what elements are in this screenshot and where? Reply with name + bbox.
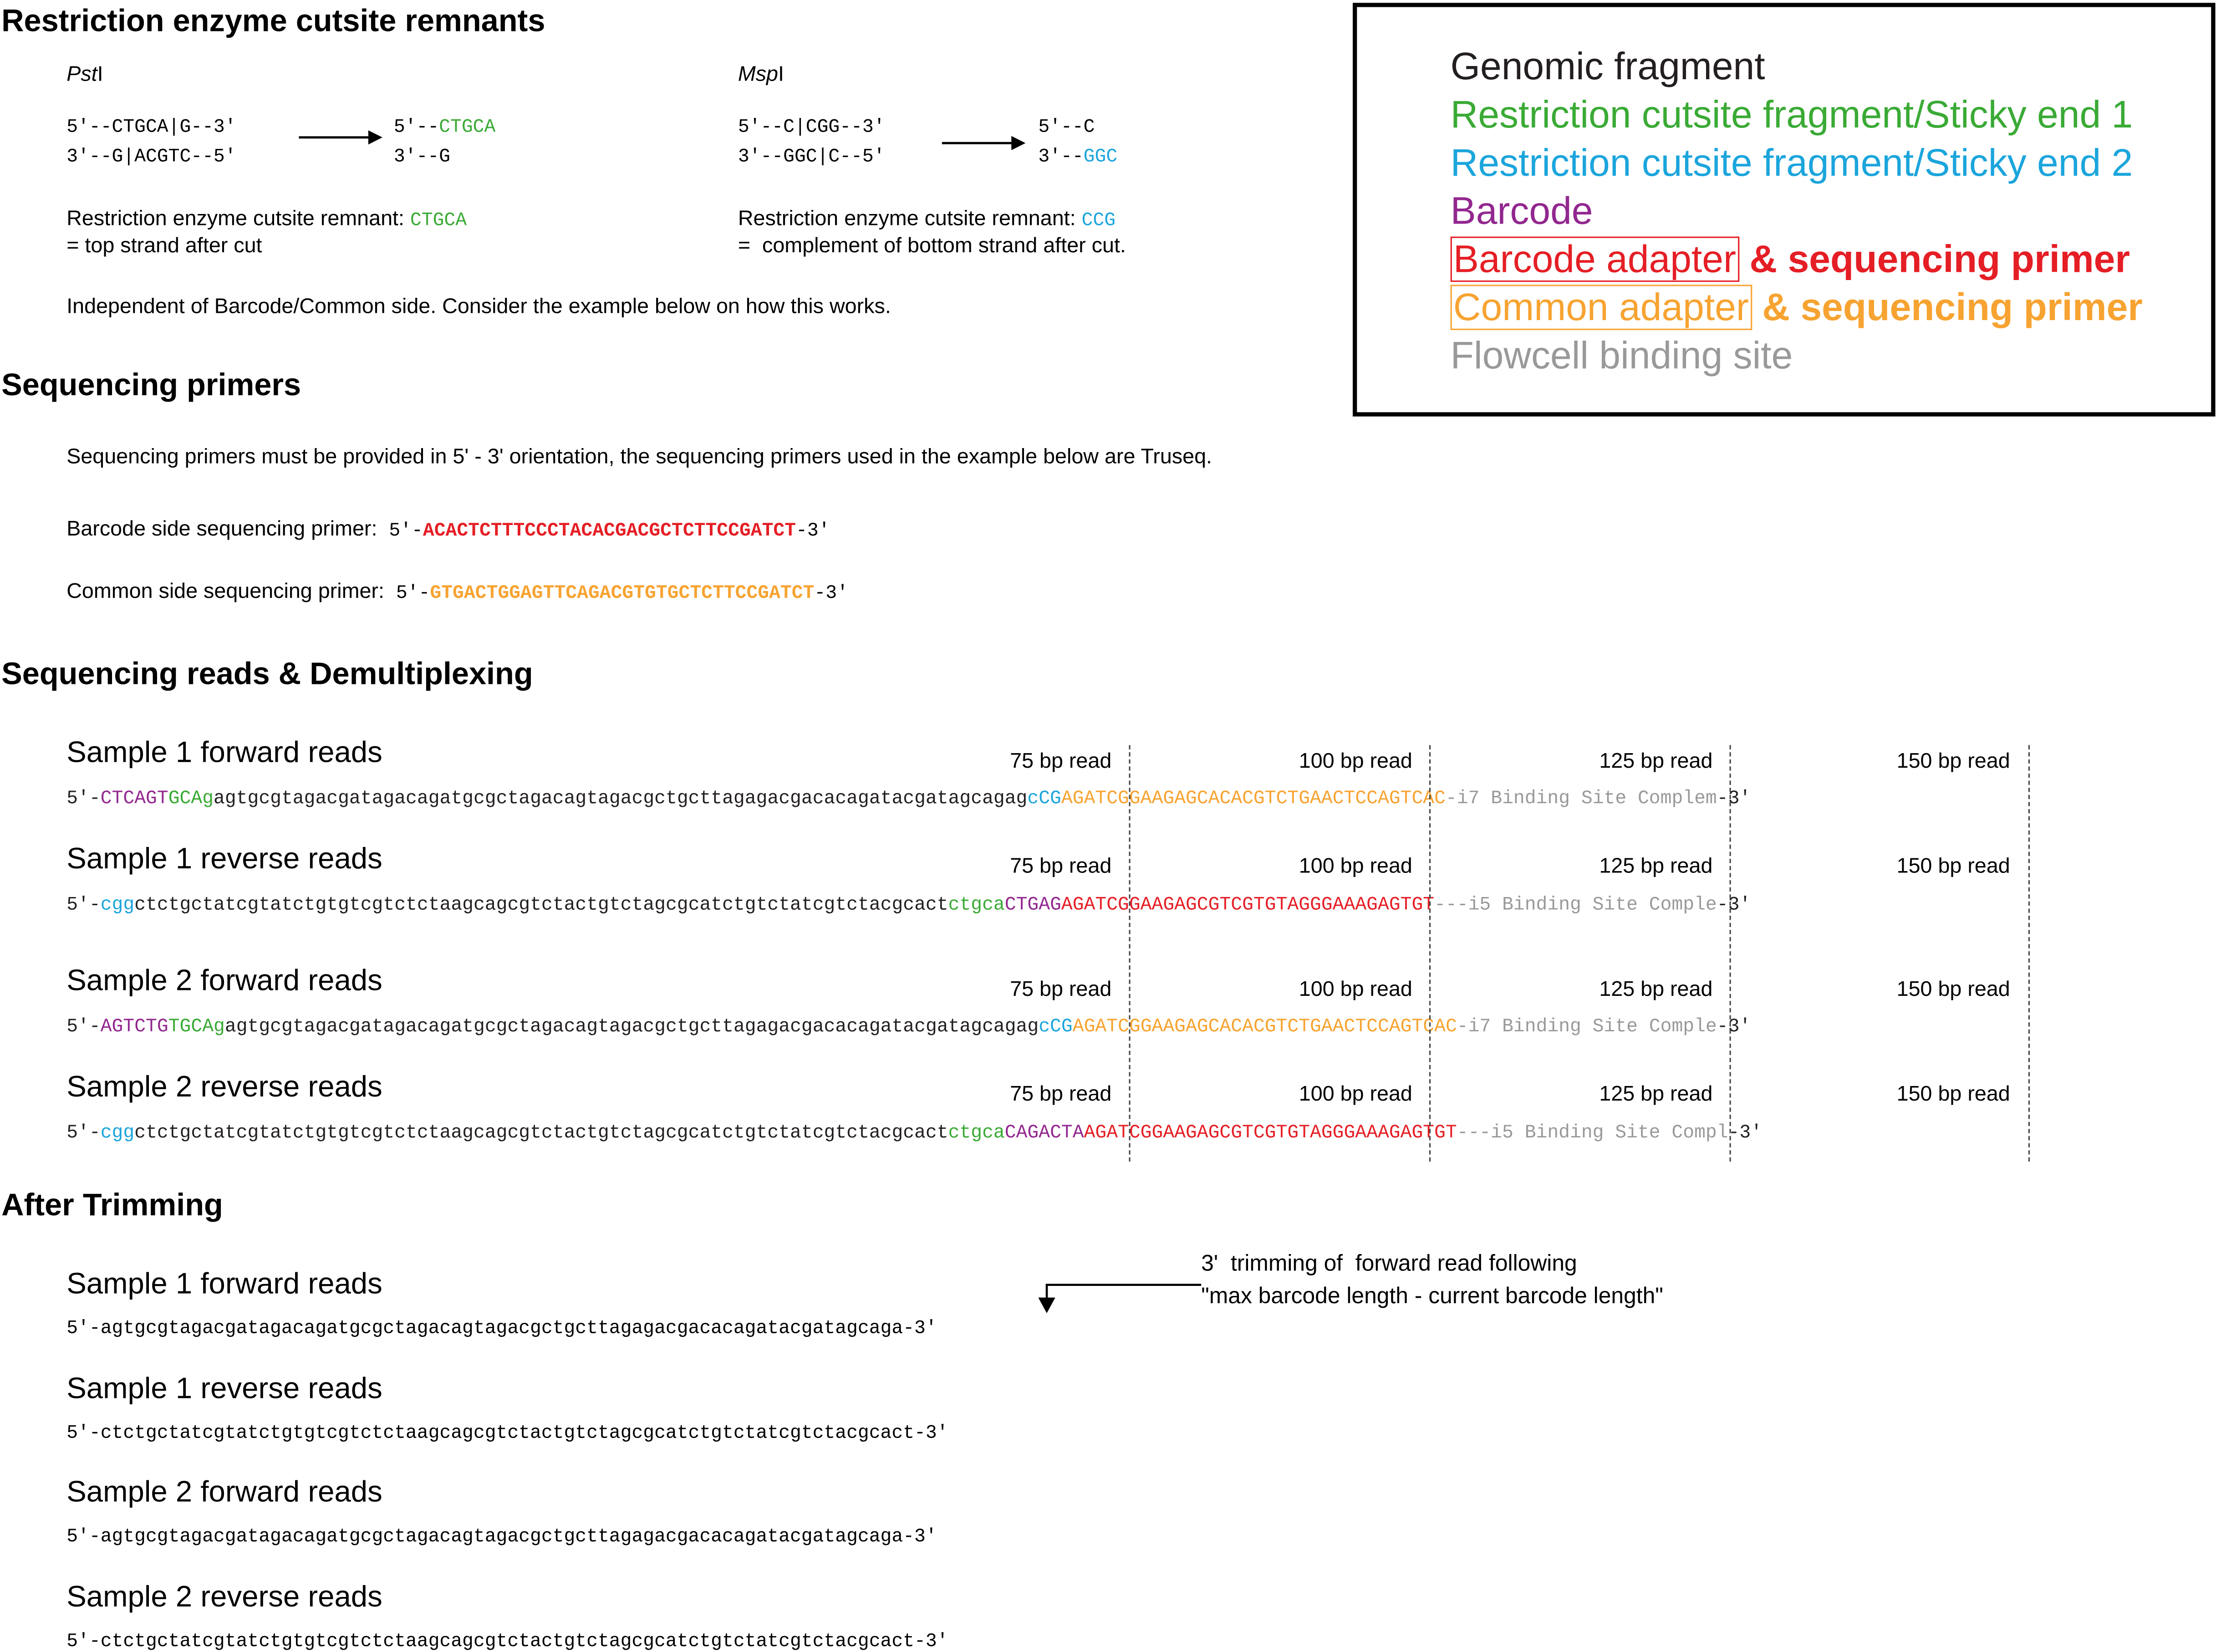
msp-remnant-line [738, 207, 1116, 231]
pst-cut-arrow [297, 126, 385, 149]
legend-common-adapter: Common adapter [1451, 285, 1752, 330]
read-title: Sample 1 forward reads [66, 736, 382, 770]
trimmed-read-sequence: 5'-agtgcgtagacgatagacagatgcgctagacagtagacgctgcttagagacgacacagatacgatagcaga-3' [66, 1317, 937, 1339]
read-length-marker: 150 bp read [1896, 854, 2010, 878]
sequence-segment-genomic: agtgcgtagacgatagacagatgcgctagacagtagacgctgcttagagacgacacagatacgatagcagag [224, 1015, 1039, 1037]
read-length-marker: 75 bp read [1010, 854, 1112, 878]
read-line-100 [1429, 745, 1431, 1162]
legend-amp-2: & [1752, 286, 1801, 329]
read-sequence [66, 788, 1751, 809]
sequence-segment-cutsite2: cgg [100, 1122, 135, 1143]
legend-amp-1: & [1739, 238, 1788, 280]
msp-cut-bottom-sticky: GGC [1083, 146, 1118, 168]
sequence-segment-genomic: agtgcgtagacgatagacagatgcgctagacagtagacgctgcttagagacgacacagatacgatagcagag [214, 787, 1028, 809]
read-length-marker: 150 bp read [1896, 1082, 2010, 1106]
pst-remnant-value: CTGCA [410, 209, 467, 231]
pst-name-italic: Pst [66, 62, 97, 87]
sequence-segment-genomic: ctctgctatcgtatctgtgtcgtctctaagcagcgtctactgtctagcgcatctgtctatcgtctacgcact [134, 1122, 948, 1143]
barcode-primer-suffix: -3' [796, 520, 830, 541]
legend-barcode: Barcode [1450, 189, 1593, 233]
sequence-segment-genomic: -3' [1728, 1122, 1763, 1143]
common-primer-prefix: 5'- [396, 582, 430, 604]
pst-top-strand: 5'--CTGCA|G--3' [66, 116, 236, 138]
read-length-marker: 100 bp read [1299, 854, 1412, 878]
trim-note-line-2: "max barcode length - current barcode length" [1201, 1285, 1663, 1309]
sequence-segment-common-adapter: AGATCGGAAGAGCACACGTCTGAACTCCAGTCAC [1072, 1015, 1457, 1037]
sequence-segment-genomic: -3' [1717, 787, 1751, 809]
legend-box [1353, 3, 2216, 416]
sequence-segment-flowcell: ---i5 Binding Site Comple [1434, 894, 1717, 915]
msp-bottom-strand: 3'--GGC|C--5' [738, 146, 885, 168]
sequence-segment-genomic: 5'- [66, 1122, 101, 1143]
primers-note: Sequencing primers must be provided in 5' - 3' orientation, the sequencing primers used in the example below are Truseq. [66, 444, 1212, 469]
pst-remnant-label: Restriction enzyme cutsite remnant: [66, 207, 410, 231]
independent-note: Independent of Barcode/Common side. Consider the example below on how this works. [66, 295, 891, 319]
read-length-marker: 125 bp read [1599, 977, 1713, 1002]
barcode-primer-prefix: 5'- [389, 520, 423, 541]
heading-reads: Sequencing reads & Demultiplexing [1, 656, 533, 692]
read-line-150 [2028, 745, 2030, 1162]
legend-genomic: Genomic fragment [1450, 45, 1765, 88]
read-line-75 [1129, 745, 1130, 1162]
trimmed-read-title: Sample 1 forward reads [66, 1268, 382, 1300]
barcode-primer-seq: ACACTCTTTCCCTACACGACGCTCTTCCGATCT [423, 520, 796, 541]
pst-cut-top-prefix: 5'-- [393, 116, 439, 138]
sequence-segment-genomic: 5'- [66, 1015, 101, 1037]
sequence-segment-genomic: 5'- [66, 894, 101, 915]
read-length-marker: 100 bp read [1299, 1082, 1412, 1106]
pst-enzyme-name [66, 62, 103, 87]
common-primer-line [66, 579, 848, 603]
sequence-segment-barcode-adapter: AGATCGGAAGAGCGTCGTGTAGGGAAAGAGTGT [1084, 1122, 1457, 1143]
trimmed-read-sequence: 5'-ctctgctatcgtatctgtgtcgtctctaagcagcgtctactgtctagcgcatctgtctatcgtctacgcact-3' [66, 1630, 948, 1652]
sequence-segment-cutsite2: cCG [1039, 1015, 1073, 1037]
sequence-segment-flowcell: -i7 Binding Site Comple [1457, 1015, 1717, 1037]
read-length-marker: 75 bp read [1010, 977, 1112, 1002]
msp-cut-top: 5'--C [1038, 116, 1095, 138]
sequence-segment-cutsite1: ctgca [948, 1122, 1005, 1143]
sequence-segment-barcode: AGTCTG [100, 1015, 168, 1037]
common-primer-label: Common side sequencing primer: [66, 579, 396, 604]
sequence-segment-cutsite1: ctgca [948, 894, 1005, 915]
common-primer-suffix: -3' [814, 582, 848, 604]
read-sequence [66, 894, 1751, 915]
trimmed-read-title: Sample 2 forward reads [66, 1476, 382, 1509]
legend-common-primer: sequencing primer [1800, 286, 2143, 329]
read-length-marker: 150 bp read [1896, 749, 2010, 774]
trimmed-read-sequence: 5'-agtgcgtagacgatagacagatgcgctagacagtagacgctgcttagagacgacacagatacgatagcaga-3' [66, 1525, 937, 1547]
sequence-segment-barcode: CAGACTA [1004, 1122, 1084, 1143]
msp-enzyme-name [738, 62, 784, 87]
pst-remnant-note: = top strand after cut [66, 234, 262, 258]
msp-remnant-note: = complement of bottom strand after cut. [738, 234, 1126, 258]
sequence-segment-cutsite2: cgg [100, 894, 135, 915]
heading-trimming: After Trimming [1, 1187, 223, 1223]
msp-cut-bottom [1038, 146, 1117, 167]
common-primer-seq: GTGACTGGAGTTCAGACGTGTGCTCTTCCGATCT [430, 582, 815, 604]
legend-common-adapter-row [1451, 286, 2143, 330]
read-title: Sample 1 reverse reads [66, 843, 382, 876]
read-length-marker: 75 bp read [1010, 749, 1112, 774]
legend-barcode-adapter-row [1451, 238, 2130, 282]
sequence-segment-barcode-adapter: AGATCGGAAGAGCGTCGTGTAGGGAAAGAGTGT [1061, 894, 1435, 915]
trimmed-read-sequence: 5'-ctctgctatcgtatctgtgtcgtctctaagcagcgtctactgtctagcgcatctgtctatcgtctacgcact-3' [66, 1422, 948, 1444]
read-length-marker: 125 bp read [1599, 749, 1713, 774]
sequence-segment-cutsite2: cCG [1027, 787, 1061, 809]
read-title: Sample 2 forward reads [66, 964, 382, 998]
msp-name-italic: Msp [738, 62, 779, 87]
heading-primers: Sequencing primers [1, 367, 301, 403]
read-length-marker: 125 bp read [1599, 1082, 1713, 1106]
legend-cutsite2: Restriction cutsite fragment/Sticky end 2 [1450, 142, 2133, 184]
sequence-segment-flowcell: ---i5 Binding Site Compl [1457, 1122, 1728, 1143]
read-line-125 [1730, 745, 1731, 1162]
sequence-segment-genomic: ctctgctatcgtatctgtgtcgtctctaagcagcgtctactgtctagcgcatctgtctatcgtctacgcact [134, 894, 948, 915]
msp-name-rest: I [778, 62, 784, 87]
pst-cut-top-sticky: CTGCA [439, 116, 496, 138]
trim-note-arrow [1034, 1269, 1204, 1317]
msp-cut-arrow [941, 132, 1029, 154]
sequence-segment-cutsite1: TGCAg [168, 1015, 225, 1037]
trimmed-read-title: Sample 2 reverse reads [66, 1581, 382, 1614]
read-length-marker: 125 bp read [1599, 854, 1713, 878]
sequence-segment-flowcell: -i7 Binding Site Complem [1445, 787, 1717, 809]
sequence-segment-barcode: CTCAGT [100, 787, 168, 809]
heading-remnants: Restriction enzyme cutsite remnants [1, 3, 545, 38]
barcode-primer-label: Barcode side sequencing primer: [66, 517, 389, 541]
legend-barcode-primer: sequencing primer [1788, 238, 2130, 280]
sequence-segment-genomic: -3' [1717, 1015, 1751, 1037]
msp-top-strand: 5'--C|CGG--3' [738, 116, 885, 138]
pst-cut-top [394, 116, 495, 138]
msp-cut-bottom-prefix: 3'-- [1038, 146, 1084, 168]
read-sequence [66, 1016, 1751, 1037]
read-sequence [66, 1122, 1762, 1143]
read-length-marker: 100 bp read [1299, 749, 1412, 774]
read-length-marker: 100 bp read [1299, 977, 1412, 1002]
sequence-segment-genomic: 5'- [66, 787, 101, 809]
read-length-marker: 150 bp read [1896, 977, 2010, 1002]
pst-cut-bottom: 3'--G [393, 146, 451, 168]
sequence-segment-barcode: CTGAG [1004, 894, 1061, 915]
msp-remnant-label: Restriction enzyme cutsite remnant: [738, 207, 1082, 231]
pst-remnant-line [66, 207, 467, 231]
legend-cutsite1: Restriction cutsite fragment/Sticky end 1 [1450, 93, 2133, 136]
legend-flowcell: Flowcell binding site [1450, 334, 1793, 377]
read-title: Sample 2 reverse reads [66, 1071, 382, 1104]
sequence-segment-common-adapter: AGATCGGAAGAGCACACGTCTGAACTCCAGTCAC [1061, 787, 1446, 809]
trimmed-read-title: Sample 1 reverse reads [66, 1372, 382, 1406]
msp-remnant-value: CCG [1081, 209, 1116, 231]
trim-note-line-1: 3' trimming of forward read following [1201, 1252, 1577, 1277]
sequence-segment-genomic: -3' [1717, 894, 1751, 915]
read-length-marker: 75 bp read [1010, 1082, 1112, 1106]
sequence-segment-cutsite1: GCAg [168, 787, 214, 809]
barcode-primer-line [66, 517, 830, 541]
pst-name-rest: I [97, 62, 103, 87]
pst-bottom-strand: 3'--G|ACGTC--5' [66, 146, 236, 168]
legend-barcode-adapter: Barcode adapter [1451, 237, 1739, 282]
